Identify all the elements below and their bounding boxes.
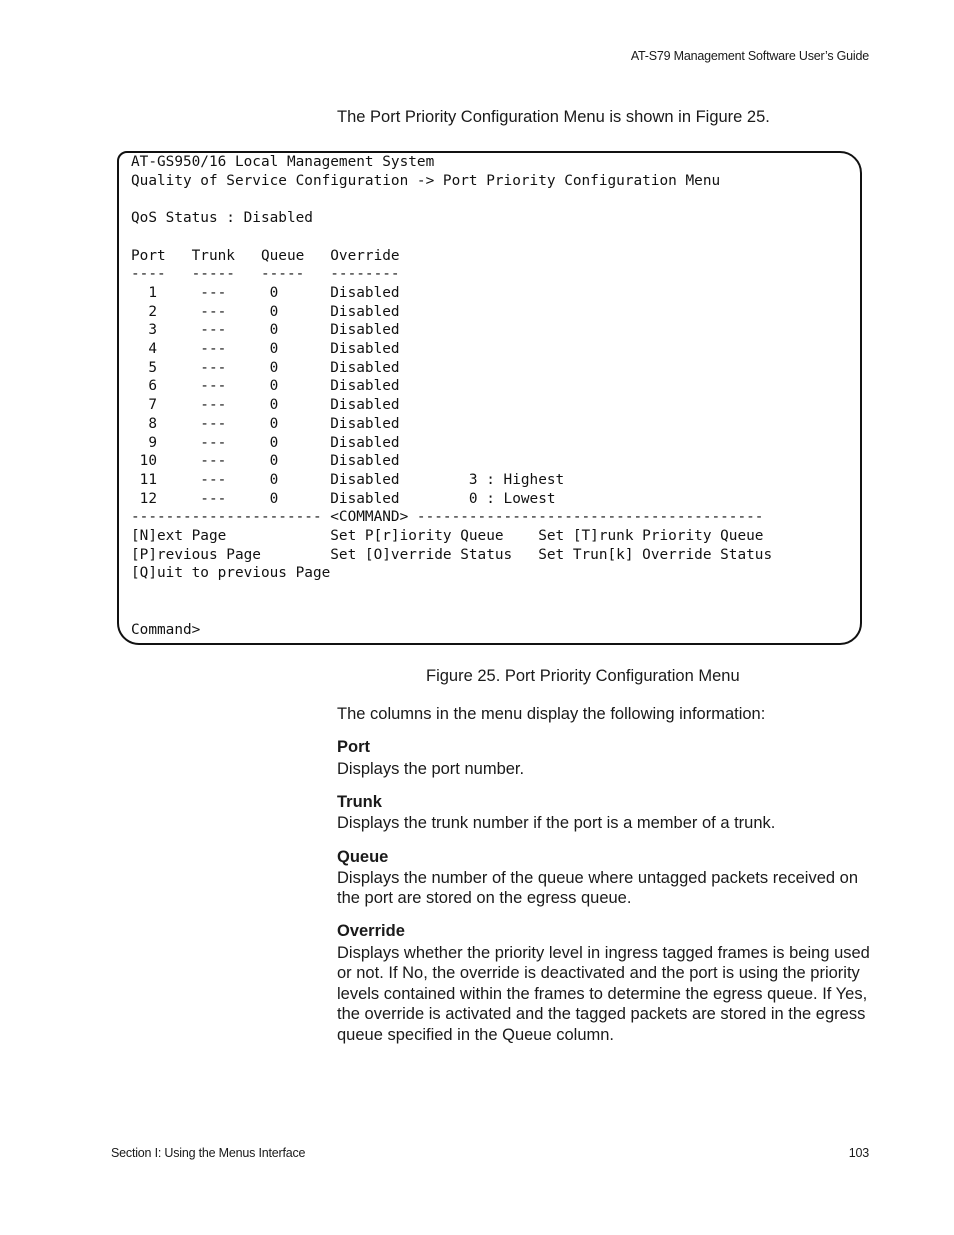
- definition-term-override: Override: [337, 922, 405, 940]
- terminal-line: 5 --- 0 Disabled: [131, 359, 400, 376]
- terminal-line: 4 --- 0 Disabled: [131, 341, 400, 357]
- terminal-menu-line: [N]ext Page Set P[r]iority Queue Set [T]runk Priority Queue: [131, 528, 764, 544]
- terminal-command-divider: ---------------------- <COMMAND> ----------------------------------------: [131, 509, 764, 526]
- footer-page-number: 103: [848, 1146, 869, 1160]
- terminal-line: 6 --- 0 Disabled: [131, 378, 400, 395]
- terminal-line: AT-GS950/16 Local Management System: [131, 154, 435, 170]
- definition-text-port: Displays the port number.: [337, 760, 525, 778]
- terminal-menu-line: [P]revious Page Set [O]verride Status Set Trun[k] Override Status: [131, 546, 773, 563]
- running-header: AT-S79 Management Software User’s Guide: [630, 49, 869, 63]
- terminal-line: QoS Status : Disabled: [131, 210, 313, 227]
- terminal-command-prompt: Command>: [131, 621, 201, 638]
- terminal-line: 3 --- 0 Disabled: [131, 322, 400, 339]
- terminal-line: Quality of Service Configuration -> Port Priority Configuration Menu: [131, 172, 721, 189]
- terminal-menu-line: [Q]uit to previous Page: [131, 565, 331, 582]
- figure-caption: Figure 25. Port Priority Configuration Menu: [426, 667, 740, 685]
- columns-intro: The columns in the menu display the following information:: [337, 705, 766, 723]
- terminal-line: 11 --- 0 Disabled 3 : Highest: [131, 471, 565, 488]
- terminal-line: ---- ----- ----- --------: [131, 266, 400, 283]
- intro-paragraph: The Port Priority Configuration Menu is shown in Figure 25.: [337, 108, 770, 126]
- terminal-line: 9 --- 0 Disabled: [131, 434, 400, 451]
- terminal-line: 8 --- 0 Disabled: [131, 415, 400, 432]
- footer-section-title: Section I: Using the Menus Interface: [111, 1146, 306, 1160]
- terminal-line: 7 --- 0 Disabled: [131, 397, 400, 414]
- definition-text-queue: Displays the number of the queue where untagged packets received on the port are stored on the egress queue.: [337, 869, 858, 908]
- terminal-line: Port Trunk Queue Override: [131, 247, 400, 264]
- terminal-line: 12 --- 0 Disabled 0 : Lowest: [131, 490, 556, 507]
- definition-text-override: Displays whether the priority level in ingress tagged frames is being used or not. If No, the override is deactivated and the port is using the priority levels contained within the frames to determine the egress queue. If Yes, the override is activated and the tagged packets are stored in the egress queue specified in the Queue column.: [337, 944, 870, 1044]
- definition-term-queue: Queue: [337, 848, 389, 866]
- definition-text-trunk: Displays the trunk number if the port is a member of a trunk.: [337, 814, 776, 832]
- terminal-line: 1 --- 0 Disabled: [131, 284, 400, 301]
- terminal-line: 2 --- 0 Disabled: [131, 303, 400, 320]
- terminal-line: 10 --- 0 Disabled: [131, 453, 400, 470]
- definition-term-trunk: Trunk: [337, 793, 382, 811]
- definition-term-port: Port: [337, 738, 370, 756]
